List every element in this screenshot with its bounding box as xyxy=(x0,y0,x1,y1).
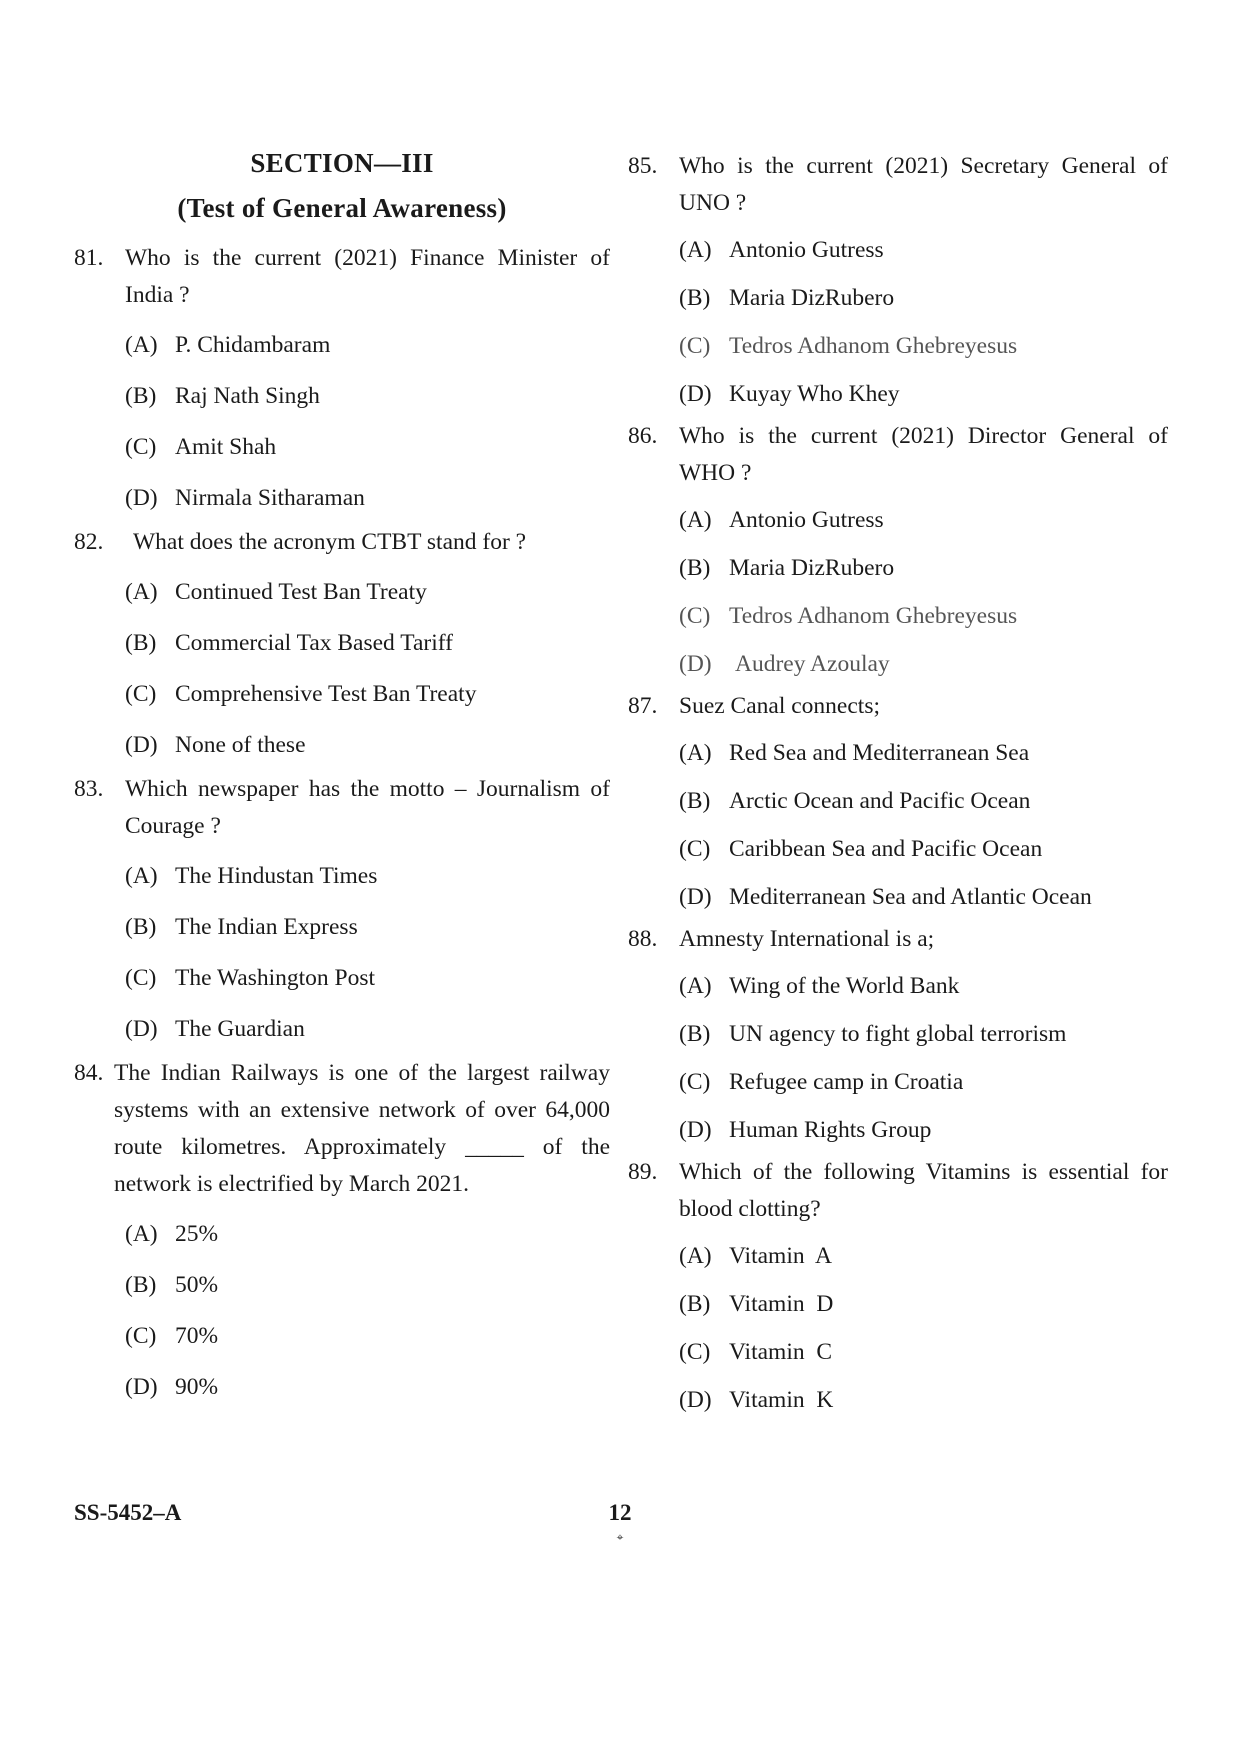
option-a xyxy=(679,962,1168,1010)
option-c xyxy=(679,825,1168,873)
question-81 xyxy=(74,240,610,524)
option-c xyxy=(125,422,610,473)
option-text: P. Chidambaram xyxy=(175,332,331,358)
option-c xyxy=(125,1311,610,1362)
option-text: The Hindustan Times xyxy=(175,863,378,889)
left-column xyxy=(74,148,610,1413)
option-letter: (D) xyxy=(679,650,712,677)
question-83 xyxy=(74,771,610,1055)
option-letter: (C) xyxy=(679,1068,711,1095)
option-letter: (A) xyxy=(679,1242,712,1269)
option-letter: (A) xyxy=(679,236,712,263)
option-letter: (A) xyxy=(679,506,712,533)
option-b xyxy=(679,777,1168,825)
option-d xyxy=(679,1106,1168,1154)
option-text: Vitamin C xyxy=(729,1338,833,1365)
option-letter: (B) xyxy=(679,554,711,581)
option-text: 90% xyxy=(175,1374,219,1400)
section-subtitle: (Test of General Awareness) xyxy=(177,193,507,223)
option-d xyxy=(125,1004,610,1055)
option-letter: (C) xyxy=(125,965,157,991)
option-letter: (D) xyxy=(679,883,712,910)
option-text: Raj Nath Singh xyxy=(175,383,320,409)
option-letter: (D) xyxy=(125,1016,158,1042)
question-text: Suez Canal connects; xyxy=(679,693,880,719)
question-number: 87. xyxy=(628,693,658,719)
option-a xyxy=(679,226,1168,274)
option-letter: (D) xyxy=(679,1386,712,1413)
option-d xyxy=(125,720,610,771)
option-text: Vitamin A xyxy=(729,1242,833,1269)
option-letter: (D) xyxy=(125,1374,158,1400)
option-text: Amit Shah xyxy=(175,434,277,460)
question-text: Who is the current (2021) Secretary General of UNO ? xyxy=(679,153,1168,216)
question-number: 84. xyxy=(74,1060,104,1086)
right-column xyxy=(628,148,1168,1424)
question-text: Amnesty International is a; xyxy=(679,926,935,952)
option-a xyxy=(125,851,610,902)
option-text: Kuyay Who Khey xyxy=(729,380,900,407)
option-text: 50% xyxy=(175,1272,219,1298)
option-a xyxy=(679,496,1168,544)
option-d xyxy=(125,473,610,524)
option-b xyxy=(125,618,610,669)
question-86 xyxy=(628,418,1168,688)
option-text: Vitamin D xyxy=(729,1290,834,1317)
question-82 xyxy=(74,524,610,771)
option-text: None of these xyxy=(175,732,306,758)
option-letter: (B) xyxy=(679,284,711,311)
option-letter: (A) xyxy=(125,332,158,358)
question-85 xyxy=(628,148,1168,418)
option-text: Caribbean Sea and Pacific Ocean xyxy=(729,835,1043,862)
option-text: 25% xyxy=(175,1221,219,1247)
option-d xyxy=(679,873,1168,921)
option-b xyxy=(125,1260,610,1311)
option-letter: (C) xyxy=(125,1323,157,1349)
option-text: Mediterranean Sea and Atlantic Ocean xyxy=(729,883,1092,910)
question-number: 89. xyxy=(628,1159,658,1185)
option-text: Refugee camp in Croatia xyxy=(729,1068,964,1095)
option-letter: (B) xyxy=(679,1290,711,1317)
option-text: Continued Test Ban Treaty xyxy=(175,579,427,605)
option-text: Maria DizRubero xyxy=(729,284,895,311)
option-c xyxy=(125,953,610,1004)
option-text: Tedros Adhanom Ghebreyesus xyxy=(729,332,1018,359)
option-letter: (A) xyxy=(679,972,712,999)
question-number: 81. xyxy=(74,245,104,271)
option-letter: (C) xyxy=(679,1338,711,1365)
question-text: The Indian Railways is one of the largest railway systems with an extensive network of over 64,000 route kilometres. Approximately _____ of the network is electrified by March 2021. xyxy=(114,1060,610,1197)
option-text: 70% xyxy=(175,1323,219,1349)
paper-code: SS-5452–A xyxy=(74,1500,182,1525)
option-text: Wing of the World Bank xyxy=(729,972,960,999)
page-number: 12 xyxy=(608,1500,632,1525)
question-88 xyxy=(628,921,1168,1154)
option-d xyxy=(679,1376,1168,1424)
option-letter: (B) xyxy=(125,383,157,409)
option-letter: (A) xyxy=(125,1221,158,1247)
option-letter: (C) xyxy=(679,332,711,359)
question-87 xyxy=(628,688,1168,921)
option-letter: (B) xyxy=(125,914,157,940)
option-d xyxy=(679,370,1168,418)
question-number: 82. xyxy=(74,529,104,555)
option-letter: (B) xyxy=(679,787,711,814)
option-text: The Guardian xyxy=(175,1016,305,1042)
option-letter: (D) xyxy=(679,380,712,407)
option-text: Nirmala Sitharaman xyxy=(175,485,365,511)
option-b xyxy=(125,902,610,953)
option-letter: (C) xyxy=(679,602,711,629)
option-letter: (C) xyxy=(125,434,157,460)
option-letter: (B) xyxy=(125,630,157,656)
question-text: Who is the current (2021) Director General of WHO ? xyxy=(679,423,1168,486)
option-text: Comprehensive Test Ban Treaty xyxy=(175,681,477,707)
option-c xyxy=(679,322,1168,370)
option-letter: (A) xyxy=(125,579,158,605)
option-text: Tedros Adhanom Ghebreyesus xyxy=(729,602,1018,629)
option-letter: (A) xyxy=(125,863,158,889)
question-number: 83. xyxy=(74,776,104,802)
option-text: The Washington Post xyxy=(175,965,376,991)
option-c xyxy=(125,669,610,720)
option-a xyxy=(125,1209,610,1260)
question-number: 86. xyxy=(628,423,658,449)
option-letter: (D) xyxy=(125,732,158,758)
option-text: Red Sea and Mediterranean Sea xyxy=(729,739,1030,766)
option-letter: (B) xyxy=(679,1020,711,1047)
option-text: Audrey Azoulay xyxy=(735,650,890,677)
option-b xyxy=(679,544,1168,592)
option-text: Vitamin K xyxy=(729,1386,834,1413)
option-text: Maria DizRubero xyxy=(729,554,895,581)
option-b xyxy=(679,1010,1168,1058)
section-title: SECTION—III xyxy=(250,148,434,178)
option-letter: (B) xyxy=(125,1272,157,1298)
option-a xyxy=(125,567,610,618)
option-b xyxy=(679,1280,1168,1328)
option-letter: (C) xyxy=(125,681,157,707)
option-c xyxy=(679,1328,1168,1376)
option-text: Antonio Gutress xyxy=(729,506,884,533)
option-letter: (A) xyxy=(679,739,712,766)
question-number: 88. xyxy=(628,926,658,952)
option-b xyxy=(679,274,1168,322)
option-c xyxy=(679,592,1168,640)
option-c xyxy=(679,1058,1168,1106)
option-d xyxy=(125,1362,610,1413)
option-text: Arctic Ocean and Pacific Ocean xyxy=(729,787,1031,814)
question-text: What does the acronym CTBT stand for ? xyxy=(133,529,527,555)
option-text: Commercial Tax Based Tariff xyxy=(175,630,453,656)
question-text: Which newspaper has the motto – Journalism of Courage ? xyxy=(125,776,610,839)
question-number: 85. xyxy=(628,153,658,179)
option-a xyxy=(679,729,1168,777)
option-text: UN agency to fight global terrorism xyxy=(729,1020,1067,1047)
option-letter: (D) xyxy=(125,485,158,511)
option-a xyxy=(125,320,610,371)
option-text: Human Rights Group xyxy=(729,1116,932,1143)
question-text: Who is the current (2021) Finance Minister of India ? xyxy=(125,245,610,308)
option-d xyxy=(679,640,1168,688)
question-89 xyxy=(628,1154,1168,1424)
question-84 xyxy=(74,1055,610,1413)
question-text: Which of the following Vitamins is essential for blood clotting? xyxy=(679,1159,1168,1222)
option-text: The Indian Express xyxy=(175,914,358,940)
option-letter: (D) xyxy=(679,1116,712,1143)
registration-mark-icon: ⌖ xyxy=(616,1530,624,1544)
option-text: Antonio Gutress xyxy=(729,236,884,263)
option-b xyxy=(125,371,610,422)
option-letter: (C) xyxy=(679,835,711,862)
option-a xyxy=(679,1232,1168,1280)
